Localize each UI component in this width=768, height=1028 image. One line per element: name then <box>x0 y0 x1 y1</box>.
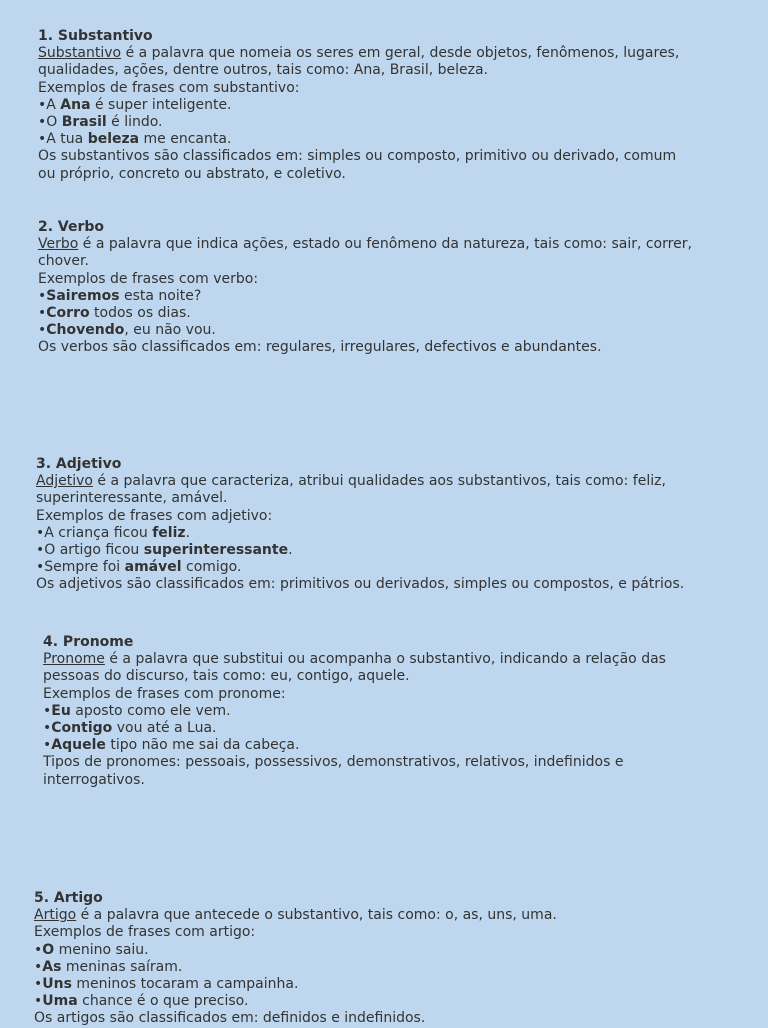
examples-heading: Exemplos de frases com verbo: <box>38 270 259 287</box>
examples-heading: Exemplos de frases com substantivo: <box>38 79 300 96</box>
example-suffix: meninas saíram. <box>61 958 183 975</box>
example-prefix: • <box>38 322 47 339</box>
term: Substantivo <box>38 45 122 62</box>
example-keyword: Uma <box>42 993 78 1010</box>
example-keyword: Sairemos <box>46 287 120 304</box>
example-suffix: . <box>185 524 191 541</box>
example-prefix: •A tua <box>38 131 88 148</box>
example-item <box>38 131 728 148</box>
example-suffix: me encanta. <box>139 131 232 148</box>
definition-line: superinteressante, amável. <box>36 490 228 507</box>
definition-line <box>34 907 724 924</box>
example-item <box>38 114 728 131</box>
example-prefix: • <box>34 941 43 958</box>
term: Artigo <box>34 907 77 924</box>
closing-line: Os artigos são classificados em: definidos e indefinidos. <box>34 1010 426 1027</box>
example-item <box>38 97 728 114</box>
term: Verbo <box>38 236 79 253</box>
example-item <box>34 976 724 993</box>
examples-heading: Exemplos de frases com pronome: <box>43 685 286 702</box>
term: Pronome <box>43 651 105 668</box>
example-prefix: • <box>34 958 43 975</box>
example-keyword: As <box>42 958 62 975</box>
example-suffix: chance é o que preciso. <box>77 993 249 1010</box>
example-item <box>36 559 726 576</box>
section-artigo <box>34 890 724 1028</box>
closing-line: ou próprio, concreto ou abstrato, e coletivo. <box>38 165 346 182</box>
definition-line <box>43 651 733 668</box>
definition-line: pessoas do discurso, tais como: eu, contigo, aquele. <box>43 668 410 685</box>
example-prefix: •Sempre foi <box>36 559 125 576</box>
example-keyword: superinteressante <box>143 542 289 559</box>
section-title: 3. Adjetivo <box>36 456 122 472</box>
section-verbo <box>38 219 728 357</box>
example-item <box>38 322 728 339</box>
example-keyword: Contigo <box>51 720 113 737</box>
definition-text: é a palavra que substitui ou acompanha o substantivo, indicando a relação das <box>104 651 666 668</box>
definition-line <box>36 473 726 490</box>
definition-line <box>38 45 728 62</box>
example-prefix: •O <box>38 114 62 131</box>
example-prefix: • <box>34 993 43 1010</box>
example-keyword: Aquele <box>51 737 106 754</box>
example-keyword: Corro <box>46 305 90 322</box>
example-item <box>34 942 724 959</box>
section-title: 4. Pronome <box>43 634 134 650</box>
definition-line <box>38 236 728 253</box>
example-item <box>38 288 728 305</box>
example-suffix: esta noite? <box>119 287 202 304</box>
example-suffix: é lindo. <box>106 114 163 131</box>
example-suffix: comigo. <box>181 559 242 576</box>
example-keyword: Chovendo <box>46 322 125 339</box>
example-keyword: Uns <box>42 976 72 993</box>
definition-text: é a palavra que antecede o substantivo, tais como: o, as, uns, uma. <box>76 907 557 924</box>
example-prefix: • <box>38 287 47 304</box>
section-adjetivo <box>36 456 726 594</box>
example-prefix: • <box>43 737 52 754</box>
section-title: 2. Verbo <box>38 219 105 235</box>
closing-line: Os adjetivos são classificados em: primitivos ou derivados, simples ou compostos, e pátrios. <box>36 576 685 593</box>
definition-line: chover. <box>38 253 89 270</box>
definition-text: é a palavra que caracteriza, atribui qualidades aos substantivos, tais como: feliz, <box>92 473 666 490</box>
section-pronome <box>43 634 733 789</box>
example-prefix: • <box>43 720 52 737</box>
example-suffix: menino saiu. <box>54 941 149 958</box>
closing-line: Os substantivos são classificados em: simples ou composto, primitivo ou derivado, comum <box>38 148 677 165</box>
term: Adjetivo <box>36 473 93 490</box>
example-suffix: é super inteligente. <box>90 96 232 113</box>
example-suffix: todos os dias. <box>89 305 191 322</box>
section-title: 5. Artigo <box>34 890 103 906</box>
definition-text: é a palavra que nomeia os seres em geral, desde objetos, fenômenos, lugares, <box>121 45 680 62</box>
example-suffix: aposto como ele vem. <box>70 702 231 719</box>
example-keyword: Eu <box>51 702 71 719</box>
example-item <box>34 959 724 976</box>
example-item <box>36 525 726 542</box>
example-keyword: feliz <box>152 524 186 541</box>
example-suffix: . <box>288 542 293 559</box>
example-suffix: meninos tocaram a campainha. <box>71 976 299 993</box>
section-title: 1. Substantivo <box>38 28 153 44</box>
closing-line: Os verbos são classificados em: regulares, irregulares, defectivos e abundantes. <box>38 339 602 356</box>
closing-line: interrogativos. <box>43 771 145 788</box>
example-keyword: Ana <box>60 96 91 113</box>
example-prefix: • <box>43 702 52 719</box>
example-prefix: •A <box>38 96 61 113</box>
example-item <box>34 993 724 1010</box>
example-prefix: •O artigo ficou <box>36 542 144 559</box>
definition-text: é a palavra que indica ações, estado ou fenômeno da natureza, tais como: sair, correr, <box>78 236 692 253</box>
examples-heading: Exemplos de frases com adjetivo: <box>36 507 273 524</box>
example-item <box>36 542 726 559</box>
example-suffix: vou até a Lua. <box>112 720 217 737</box>
example-prefix: •A criança ficou <box>36 524 153 541</box>
examples-heading: Exemplos de frases com artigo: <box>34 924 256 941</box>
example-suffix: tipo não me sai da cabeça. <box>105 737 300 754</box>
closing-line: Tipos de pronomes: pessoais, possessivos, demonstrativos, relativos, indefinidos e <box>43 754 624 771</box>
example-keyword: Brasil <box>61 114 107 131</box>
example-prefix: • <box>38 305 47 322</box>
example-keyword: beleza <box>87 131 140 148</box>
example-suffix: , eu não vou. <box>124 322 216 339</box>
definition-line: qualidades, ações, dentre outros, tais como: Ana, Brasil, beleza. <box>38 62 488 79</box>
example-item <box>43 737 733 754</box>
example-item <box>38 305 728 322</box>
example-item <box>43 703 733 720</box>
example-item <box>43 720 733 737</box>
example-keyword: O <box>42 941 55 958</box>
example-prefix: • <box>34 976 43 993</box>
example-keyword: amável <box>124 559 182 576</box>
section-substantivo <box>38 28 728 183</box>
